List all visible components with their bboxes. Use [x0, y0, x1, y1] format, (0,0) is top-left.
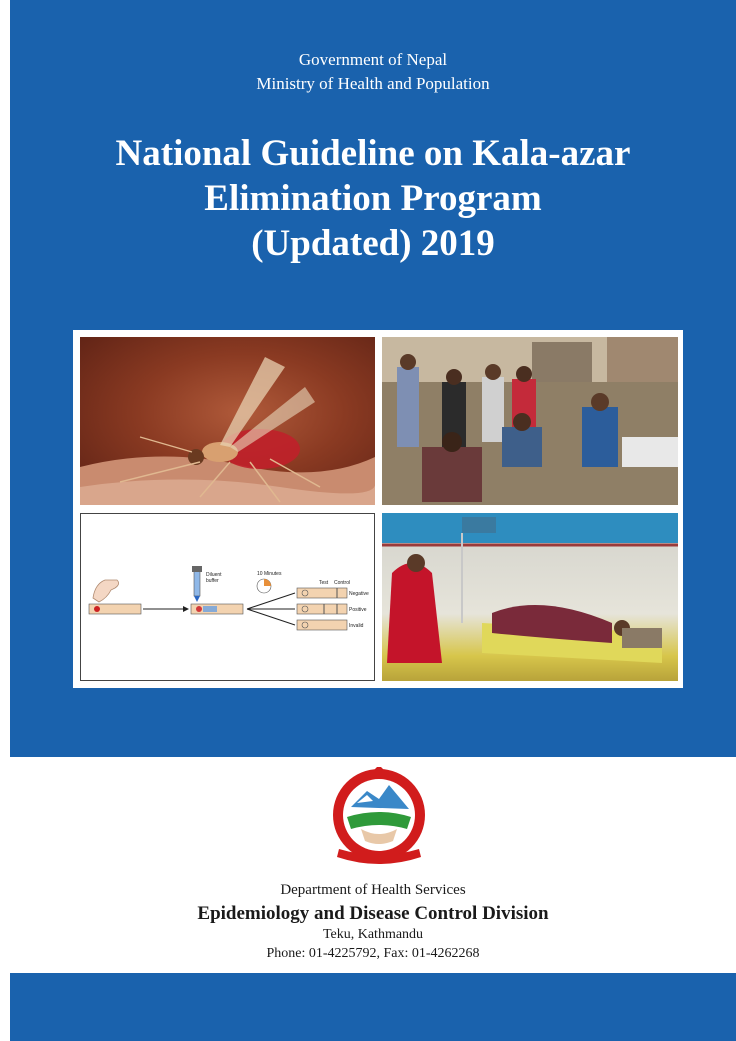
control-label: Control	[334, 580, 351, 586]
buffer-label-2: buffer	[206, 578, 219, 584]
sandfly-illustration	[80, 337, 375, 505]
timer-label: 10 Minutes	[257, 571, 282, 577]
cover-photo-collage	[73, 330, 683, 688]
division-contact: Phone: 01-4225792, Fax: 01-4262268	[266, 946, 480, 961]
hand-icon	[93, 580, 119, 602]
result-positive: Positive	[349, 607, 367, 613]
title-line-3: (Updated) 2019	[251, 223, 495, 264]
field-screening-illustration	[382, 337, 678, 505]
government-header	[10, 48, 736, 96]
nepal-government-emblem	[327, 767, 431, 869]
result-invalid: Invalid	[349, 623, 364, 629]
title-line-2: Elimination Program	[204, 178, 542, 219]
document-title	[10, 131, 736, 266]
department-name: Department of Health Services	[280, 882, 466, 898]
cover-bottom-band	[10, 973, 736, 1041]
test-label: Test	[319, 580, 329, 586]
division-address: Teku, Kathmandu	[322, 927, 424, 942]
title-line-1: National Guideline on Kala-azar	[115, 133, 631, 174]
government-name: Government of Nepal	[298, 50, 448, 69]
result-negative: Negative	[349, 591, 369, 597]
buffer-label-1: Diluent	[206, 572, 222, 578]
hospital-ward-photo	[382, 513, 678, 681]
sandfly-photo	[80, 337, 375, 505]
division-name: Epidemiology and Disease Control Division	[197, 903, 549, 924]
rapid-test-diagram	[80, 513, 375, 681]
dropper-icon	[194, 570, 200, 596]
nepal-emblem-icon	[327, 767, 431, 869]
ministry-name: Ministry of Health and Population	[256, 74, 490, 93]
field-screening-photo	[382, 337, 678, 505]
hospital-ward-illustration	[382, 513, 678, 681]
rapid-test-illustration	[81, 514, 374, 680]
